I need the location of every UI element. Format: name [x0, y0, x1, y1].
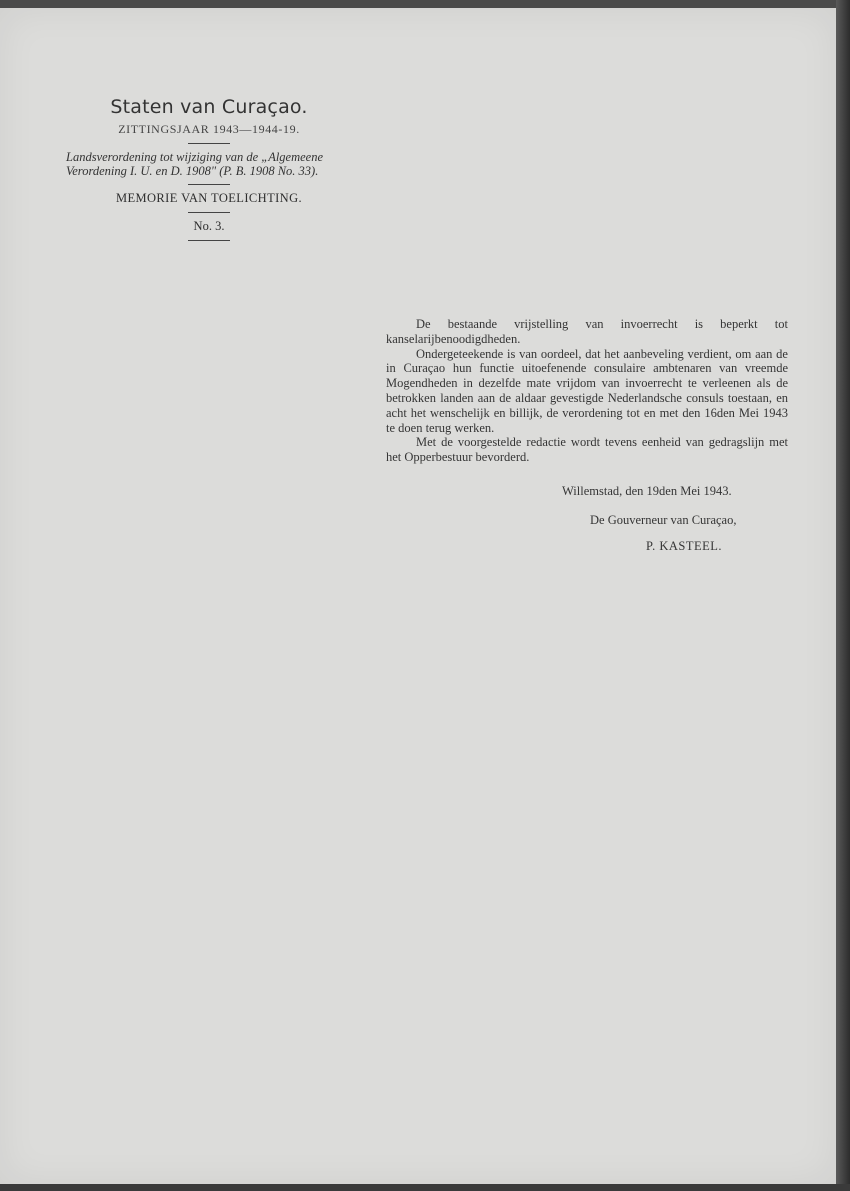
document-number: No. 3.: [193, 219, 225, 233]
header-divider: [188, 184, 230, 185]
signer-title: De Gouverneur van Curaçao,: [590, 513, 737, 527]
memo-title: MEMORIE VAN TOELICHTING.: [115, 191, 303, 205]
document-header: [60, 96, 358, 247]
body-paragraph: Met de voorgestelde redactie wordt tevens eenheid van gedragslijn met het Opperbestuur bevorderd.: [386, 435, 788, 465]
scan-bottom-edge: [0, 1184, 850, 1191]
signer-name: P. KASTEEL.: [646, 539, 722, 553]
header-divider: [188, 212, 230, 213]
ordinance-subject: Landsverordening tot wijziging van de „Algemeene Verordening I. U. en D. 1908" (P. B. 1908 No. 33).: [66, 150, 324, 178]
session-year: ZITTINGSJAAR 1943—1944-19.: [118, 122, 300, 136]
header-divider: [188, 143, 230, 144]
scan-right-edge: [836, 0, 850, 1191]
header-divider: [188, 240, 230, 241]
issuer-title: Staten van Curaçao.: [110, 96, 308, 118]
scan-top-edge: [0, 0, 850, 8]
memo-body: [386, 317, 788, 465]
place-date: Willemstad, den 19den Mei 1943.: [562, 484, 732, 498]
body-paragraph: De bestaande vrijstelling van invoerrecht is beperkt tot kanselarijbenoodigdheden.: [386, 317, 788, 346]
document-page: [0, 8, 836, 1184]
body-paragraph: Ondergeteekende is van oordeel, dat het aanbeveling verdient, om aan de in Curaçao hun functie uitoefenende consulaire ambtenaren van vreemde Mogendheden in dezelfde mate vrijdom van invoerrecht te verleenen als de betrokken landen aan de aldaar gevestigde Nederlandsche consuls toestaan, en acht het wenschelijk en billijk, de verordening tot en met den 16den Mei 1943 te doen terug werken.: [386, 346, 788, 435]
